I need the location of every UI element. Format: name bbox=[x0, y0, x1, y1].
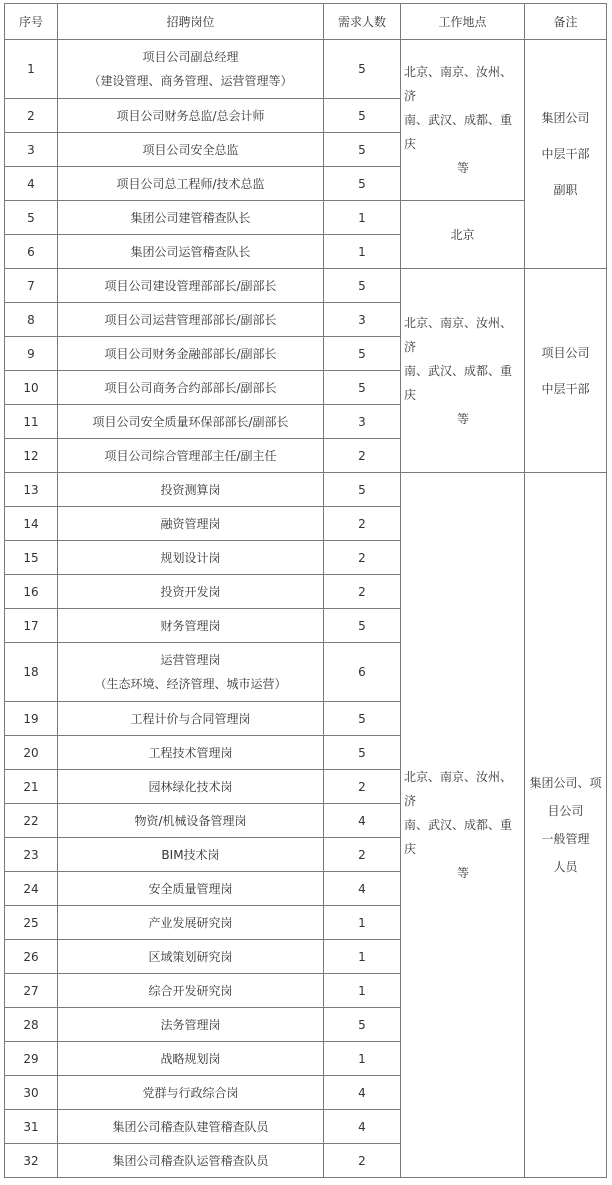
row-count: 5 bbox=[324, 473, 401, 507]
row-serial: 26 bbox=[5, 940, 58, 974]
row-post: 投资开发岗 bbox=[58, 575, 324, 609]
row-serial: 10 bbox=[5, 371, 58, 405]
row-post: 集团公司稽查队运管稽查队员 bbox=[58, 1144, 324, 1178]
location-group-3 bbox=[401, 269, 525, 473]
row-serial: 31 bbox=[5, 1110, 58, 1144]
row-count: 2 bbox=[324, 439, 401, 473]
row-serial: 21 bbox=[5, 770, 58, 804]
row-serial: 15 bbox=[5, 541, 58, 575]
row-post: 工程计价与合同管理岗 bbox=[58, 702, 324, 736]
row-post-subtitle: （生态环境、经济管理、城市运营） bbox=[94, 677, 287, 691]
row-post: 投资测算岗 bbox=[58, 473, 324, 507]
row-post: BIM技术岗 bbox=[58, 838, 324, 872]
row-post: 产业发展研究岗 bbox=[58, 906, 324, 940]
row-serial: 22 bbox=[5, 804, 58, 838]
remark-line: 项目公司 bbox=[541, 345, 590, 360]
row-count: 2 bbox=[324, 541, 401, 575]
row-post: 集团公司建管稽查队长 bbox=[58, 201, 324, 235]
row-serial: 23 bbox=[5, 838, 58, 872]
table-row bbox=[5, 201, 607, 235]
location-group-4 bbox=[401, 473, 525, 1178]
row-count: 5 bbox=[324, 40, 401, 99]
remark-group-1 bbox=[525, 40, 607, 269]
row-post: 法务管理岗 bbox=[58, 1008, 324, 1042]
row-post: 区域策划研究岗 bbox=[58, 940, 324, 974]
row-count: 2 bbox=[324, 575, 401, 609]
row-post: 集团公司稽查队建管稽查队员 bbox=[58, 1110, 324, 1144]
location-line: 北京、南京、汝州、济 bbox=[404, 315, 513, 354]
row-count: 1 bbox=[324, 940, 401, 974]
location-line: 等 bbox=[456, 866, 469, 880]
row-count: 1 bbox=[324, 201, 401, 235]
row-post-title: 运营管理岗 bbox=[160, 653, 221, 667]
remark-group-3 bbox=[525, 473, 607, 1178]
remark-line: 人员 bbox=[553, 860, 578, 874]
remark-line: 一般管理 bbox=[541, 832, 590, 846]
table-row bbox=[5, 269, 607, 303]
row-serial: 1 bbox=[5, 40, 58, 99]
row-post: 物资/机械设备管理岗 bbox=[58, 804, 324, 838]
row-serial: 7 bbox=[5, 269, 58, 303]
row-serial: 17 bbox=[5, 609, 58, 643]
row-post: 项目公司建设管理部部长/副部长 bbox=[58, 269, 324, 303]
row-post: 财务管理岗 bbox=[58, 609, 324, 643]
row-count: 2 bbox=[324, 507, 401, 541]
row-serial: 20 bbox=[5, 736, 58, 770]
row-count: 5 bbox=[324, 609, 401, 643]
location-line: 北京、南京、汝州、济 bbox=[404, 65, 513, 103]
row-serial: 12 bbox=[5, 439, 58, 473]
row-count: 3 bbox=[324, 405, 401, 439]
row-post: 项目公司运营管理部部长/副部长 bbox=[58, 303, 324, 337]
row-post: 园林绿化技术岗 bbox=[58, 770, 324, 804]
row-serial: 2 bbox=[5, 99, 58, 133]
row-serial: 30 bbox=[5, 1076, 58, 1110]
row-post bbox=[58, 643, 324, 702]
row-serial: 4 bbox=[5, 167, 58, 201]
row-post: 综合开发研究岗 bbox=[58, 974, 324, 1008]
row-serial: 19 bbox=[5, 702, 58, 736]
row-count: 5 bbox=[324, 702, 401, 736]
location-line: 南、武汉、成都、重庆 bbox=[404, 818, 513, 856]
row-serial: 5 bbox=[5, 201, 58, 235]
row-post: 项目公司财务总监/总会计师 bbox=[58, 99, 324, 133]
row-count: 4 bbox=[324, 804, 401, 838]
row-post: 战略规划岗 bbox=[58, 1042, 324, 1076]
row-post: 项目公司安全总监 bbox=[58, 133, 324, 167]
row-count: 5 bbox=[324, 269, 401, 303]
location-line: 等 bbox=[456, 161, 469, 175]
row-count: 4 bbox=[324, 872, 401, 906]
row-count: 5 bbox=[324, 167, 401, 201]
row-post bbox=[58, 40, 324, 99]
location-line: 北京、南京、汝州、济 bbox=[404, 770, 513, 808]
remark-line: 目公司 bbox=[547, 804, 584, 818]
row-count: 2 bbox=[324, 838, 401, 872]
location-line: 南、武汉、成都、重庆 bbox=[404, 113, 513, 151]
row-count: 5 bbox=[324, 1008, 401, 1042]
row-count: 5 bbox=[324, 371, 401, 405]
row-serial: 9 bbox=[5, 337, 58, 371]
row-serial: 27 bbox=[5, 974, 58, 1008]
row-post: 项目公司综合管理部主任/副主任 bbox=[58, 439, 324, 473]
row-count: 5 bbox=[324, 133, 401, 167]
row-post: 规划设计岗 bbox=[58, 541, 324, 575]
remark-line: 副职 bbox=[553, 183, 578, 197]
row-serial: 32 bbox=[5, 1144, 58, 1178]
row-count: 2 bbox=[324, 1144, 401, 1178]
header-serial: 序号 bbox=[5, 4, 58, 40]
row-post-title: 项目公司副总经理 bbox=[142, 50, 239, 64]
row-serial: 29 bbox=[5, 1042, 58, 1076]
row-serial: 18 bbox=[5, 643, 58, 702]
row-serial: 3 bbox=[5, 133, 58, 167]
location-line: 等 bbox=[456, 411, 469, 426]
header-location: 工作地点 bbox=[401, 4, 525, 40]
row-post: 工程技术管理岗 bbox=[58, 736, 324, 770]
row-count: 1 bbox=[324, 906, 401, 940]
location-group-1 bbox=[401, 40, 525, 201]
remark-group-2 bbox=[525, 269, 607, 473]
remark-line: 中层干部 bbox=[541, 147, 590, 161]
header-row bbox=[5, 4, 607, 40]
header-count: 需求人数 bbox=[324, 4, 401, 40]
header-post: 招聘岗位 bbox=[58, 4, 324, 40]
recruitment-table bbox=[4, 3, 607, 1178]
remark-line: 中层干部 bbox=[541, 381, 590, 396]
row-serial: 28 bbox=[5, 1008, 58, 1042]
row-serial: 25 bbox=[5, 906, 58, 940]
row-serial: 14 bbox=[5, 507, 58, 541]
row-post: 融资管理岗 bbox=[58, 507, 324, 541]
location-line: 南、武汉、成都、重庆 bbox=[404, 363, 513, 402]
row-count: 1 bbox=[324, 974, 401, 1008]
row-post: 党群与行政综合岗 bbox=[58, 1076, 324, 1110]
row-serial: 13 bbox=[5, 473, 58, 507]
row-count: 3 bbox=[324, 303, 401, 337]
table-row bbox=[5, 473, 607, 507]
row-post: 项目公司安全质量环保部部长/副部长 bbox=[58, 405, 324, 439]
row-post: 集团公司运管稽查队长 bbox=[58, 235, 324, 269]
row-count: 6 bbox=[324, 643, 401, 702]
remark-line: 集团公司、项 bbox=[529, 776, 602, 790]
location-group-2: 北京 bbox=[401, 201, 525, 269]
row-count: 4 bbox=[324, 1076, 401, 1110]
row-post: 项目公司总工程师/技术总监 bbox=[58, 167, 324, 201]
row-count: 1 bbox=[324, 1042, 401, 1076]
row-serial: 8 bbox=[5, 303, 58, 337]
row-serial: 11 bbox=[5, 405, 58, 439]
row-serial: 16 bbox=[5, 575, 58, 609]
row-post: 项目公司商务合约部部长/副部长 bbox=[58, 371, 324, 405]
row-count: 2 bbox=[324, 770, 401, 804]
row-serial: 24 bbox=[5, 872, 58, 906]
row-serial: 6 bbox=[5, 235, 58, 269]
remark-line: 集团公司 bbox=[541, 111, 590, 125]
row-post: 安全质量管理岗 bbox=[58, 872, 324, 906]
row-count: 5 bbox=[324, 736, 401, 770]
row-count: 4 bbox=[324, 1110, 401, 1144]
table-row bbox=[5, 40, 607, 99]
row-post-subtitle: （建设管理、商务管理、运营管理等） bbox=[88, 74, 293, 88]
row-count: 5 bbox=[324, 99, 401, 133]
header-remark: 备注 bbox=[525, 4, 607, 40]
row-count: 5 bbox=[324, 337, 401, 371]
row-count: 1 bbox=[324, 235, 401, 269]
row-post: 项目公司财务金融部部长/副部长 bbox=[58, 337, 324, 371]
